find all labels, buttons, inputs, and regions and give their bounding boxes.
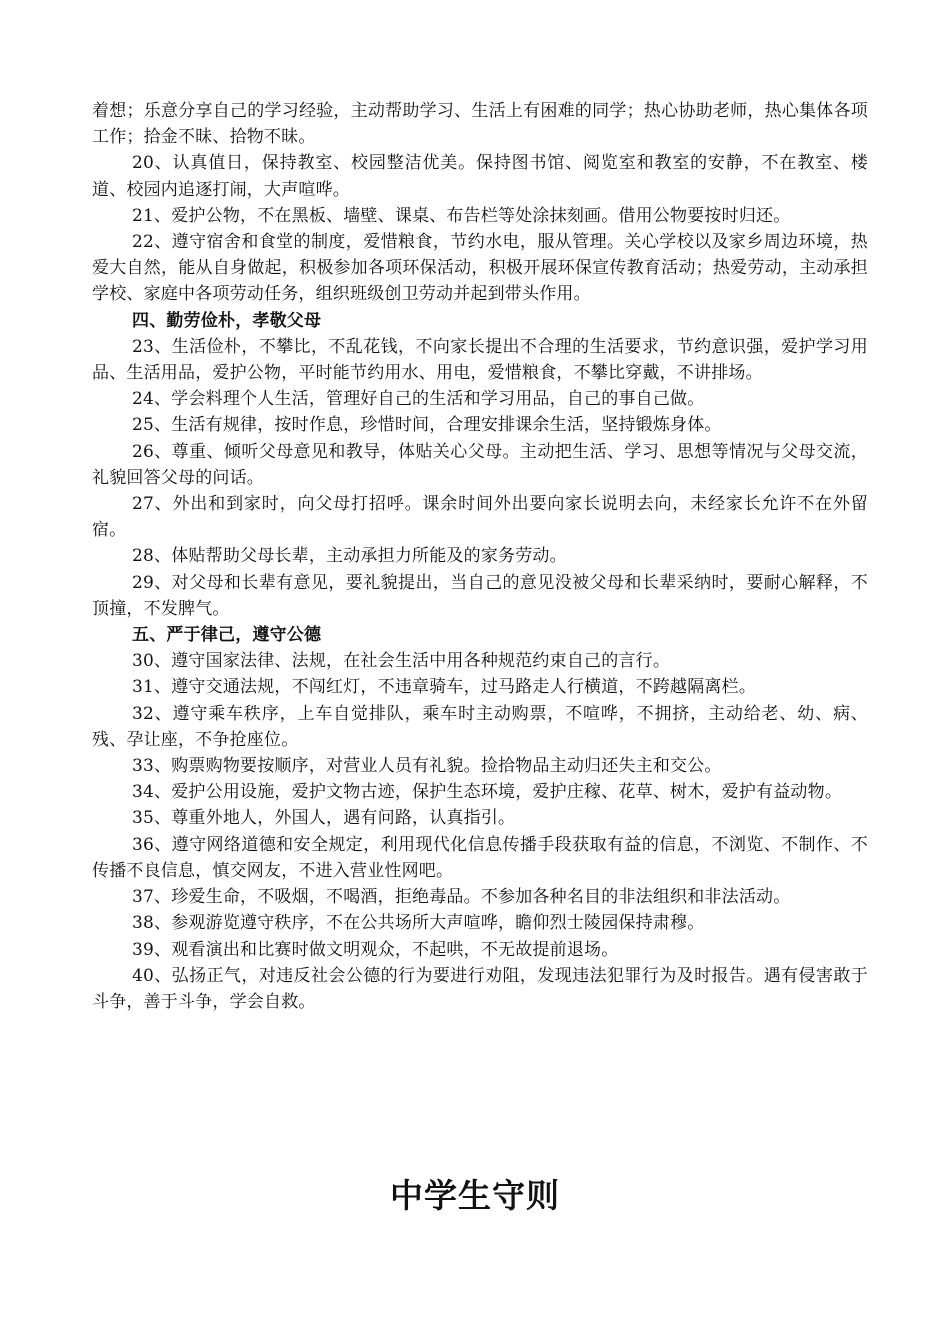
paragraph: 33、购票购物要按顺序，对营业人员有礼貌。捡拾物品主动归还失主和交公。 [132, 756, 722, 777]
paragraph: 37、珍爱生命，不吸烟，不喝酒，拒绝毒品。不参加各种名目的非法组织和非法活动。 [132, 887, 791, 908]
paragraph: 31、遵守交通法规，不闯红灯，不违章骑车，过马路走人行横道，不跨越隔离栏。 [132, 677, 757, 698]
paragraph: 20、认真值日，保持教室、校园整洁优美。保持图书馆、阅览室和教室的安静，不在教室、楼道、校园内追逐打闹，大声喧哗。 [92, 153, 868, 200]
paragraph: 35、尊重外地人，外国人，遇有问路，认真指引。 [132, 808, 516, 829]
section-heading: 五、严于律己，遵守公德 [132, 625, 322, 646]
paragraph: 32、遵守乘车秩序，上车自觉排队，乘车时主动购票，不喧哗，不拥挤，主动给老、幼、病、残、孕让座，不争抢座位。 [92, 703, 868, 750]
document-title: 中学生守则 [390, 1176, 560, 1215]
paragraph: 26、尊重、倾听父母意见和教导，体贴关心父母。主动把生活、学习、思想等情况与父母交流，礼貌回答父母的问话。 [92, 441, 868, 488]
paragraph: 38、参观游览遵守秩序，不在公共场所大声喧哗，瞻仰烈士陵园保持肃穆。 [132, 913, 705, 934]
paragraph: 28、体贴帮助父母长辈，主动承担力所能及的家务劳动。 [132, 546, 567, 567]
paragraph: 27、外出和到家时，向父母打招呼。课余时间外出要向家长说明去向，未经家长允许不在外留宿。 [92, 494, 868, 541]
paragraph: 29、对父母和长辈有意见，要礼貌提出，当自己的意见没被父母和长辈采纳时，要耐心解释，不顶撞，不发脾气。 [92, 572, 868, 619]
paragraph: 22、遵守宿舍和食堂的制度，爱惜粮食，节约水电，服从管理。关心学校以及家乡周边环境，热爱大自然，能从自身做起，积极参加各项环保活动，积极开展环保宣传教育活动；热爱劳动，主动承担学校、家庭中各项劳动任务，组织班级创卫劳动并起到带头作用。 [92, 232, 868, 305]
document-body [92, 98, 868, 1015]
paragraph: 25、生活有规律，按时作息，珍惜时间，合理安排课余生活，坚持锻炼身体。 [132, 415, 722, 436]
section-heading: 四、勤劳俭朴，孝敬父母 [132, 310, 322, 331]
paragraph: 着想；乐意分享自己的学习经验，主动帮助学习、生活上有困难的同学；热心协助老师，热心集体各项工作；拾金不昧、拾物不昧。 [92, 101, 868, 148]
paragraph: 40、弘扬正气，对违反社会公德的行为要进行劝阻，发现违法犯罪行为及时报告。遇有侵害敢于斗争，善于斗争，学会自救。 [92, 965, 868, 1012]
paragraph: 36、遵守网络道德和安全规定，利用现代化信息传播手段获取有益的信息，不浏览、不制作、不传播不良信息，慎交网友，不进入营业性网吧。 [92, 834, 868, 881]
paragraph: 39、观看演出和比赛时做文明观众，不起哄，不无故提前退场。 [132, 939, 619, 960]
paragraph: 34、爱护公用设施，爱护文物古迹，保护生态环境，爱护庄稼、花草、树木，爱护有益动物。 [132, 782, 843, 803]
paragraph: 21、爱护公物，不在黑板、墙壁、课桌、布告栏等处涂抹刻画。借用公物要按时归还。 [132, 205, 791, 226]
paragraph: 23、生活俭朴，不攀比，不乱花钱，不向家长提出不合理的生活要求，节约意识强，爱护学习用品、生活用品，爱护公物，平时能节约用水、用电，爱惜粮食，不攀比穿戴，不讲排场。 [92, 336, 868, 384]
paragraph: 30、遵守国家法律、法规，在社会生活中用各种规范约束自己的言行。 [132, 651, 671, 672]
paragraph: 24、学会料理个人生活，管理好自己的生活和学习用品，自己的事自己做。 [132, 389, 705, 410]
